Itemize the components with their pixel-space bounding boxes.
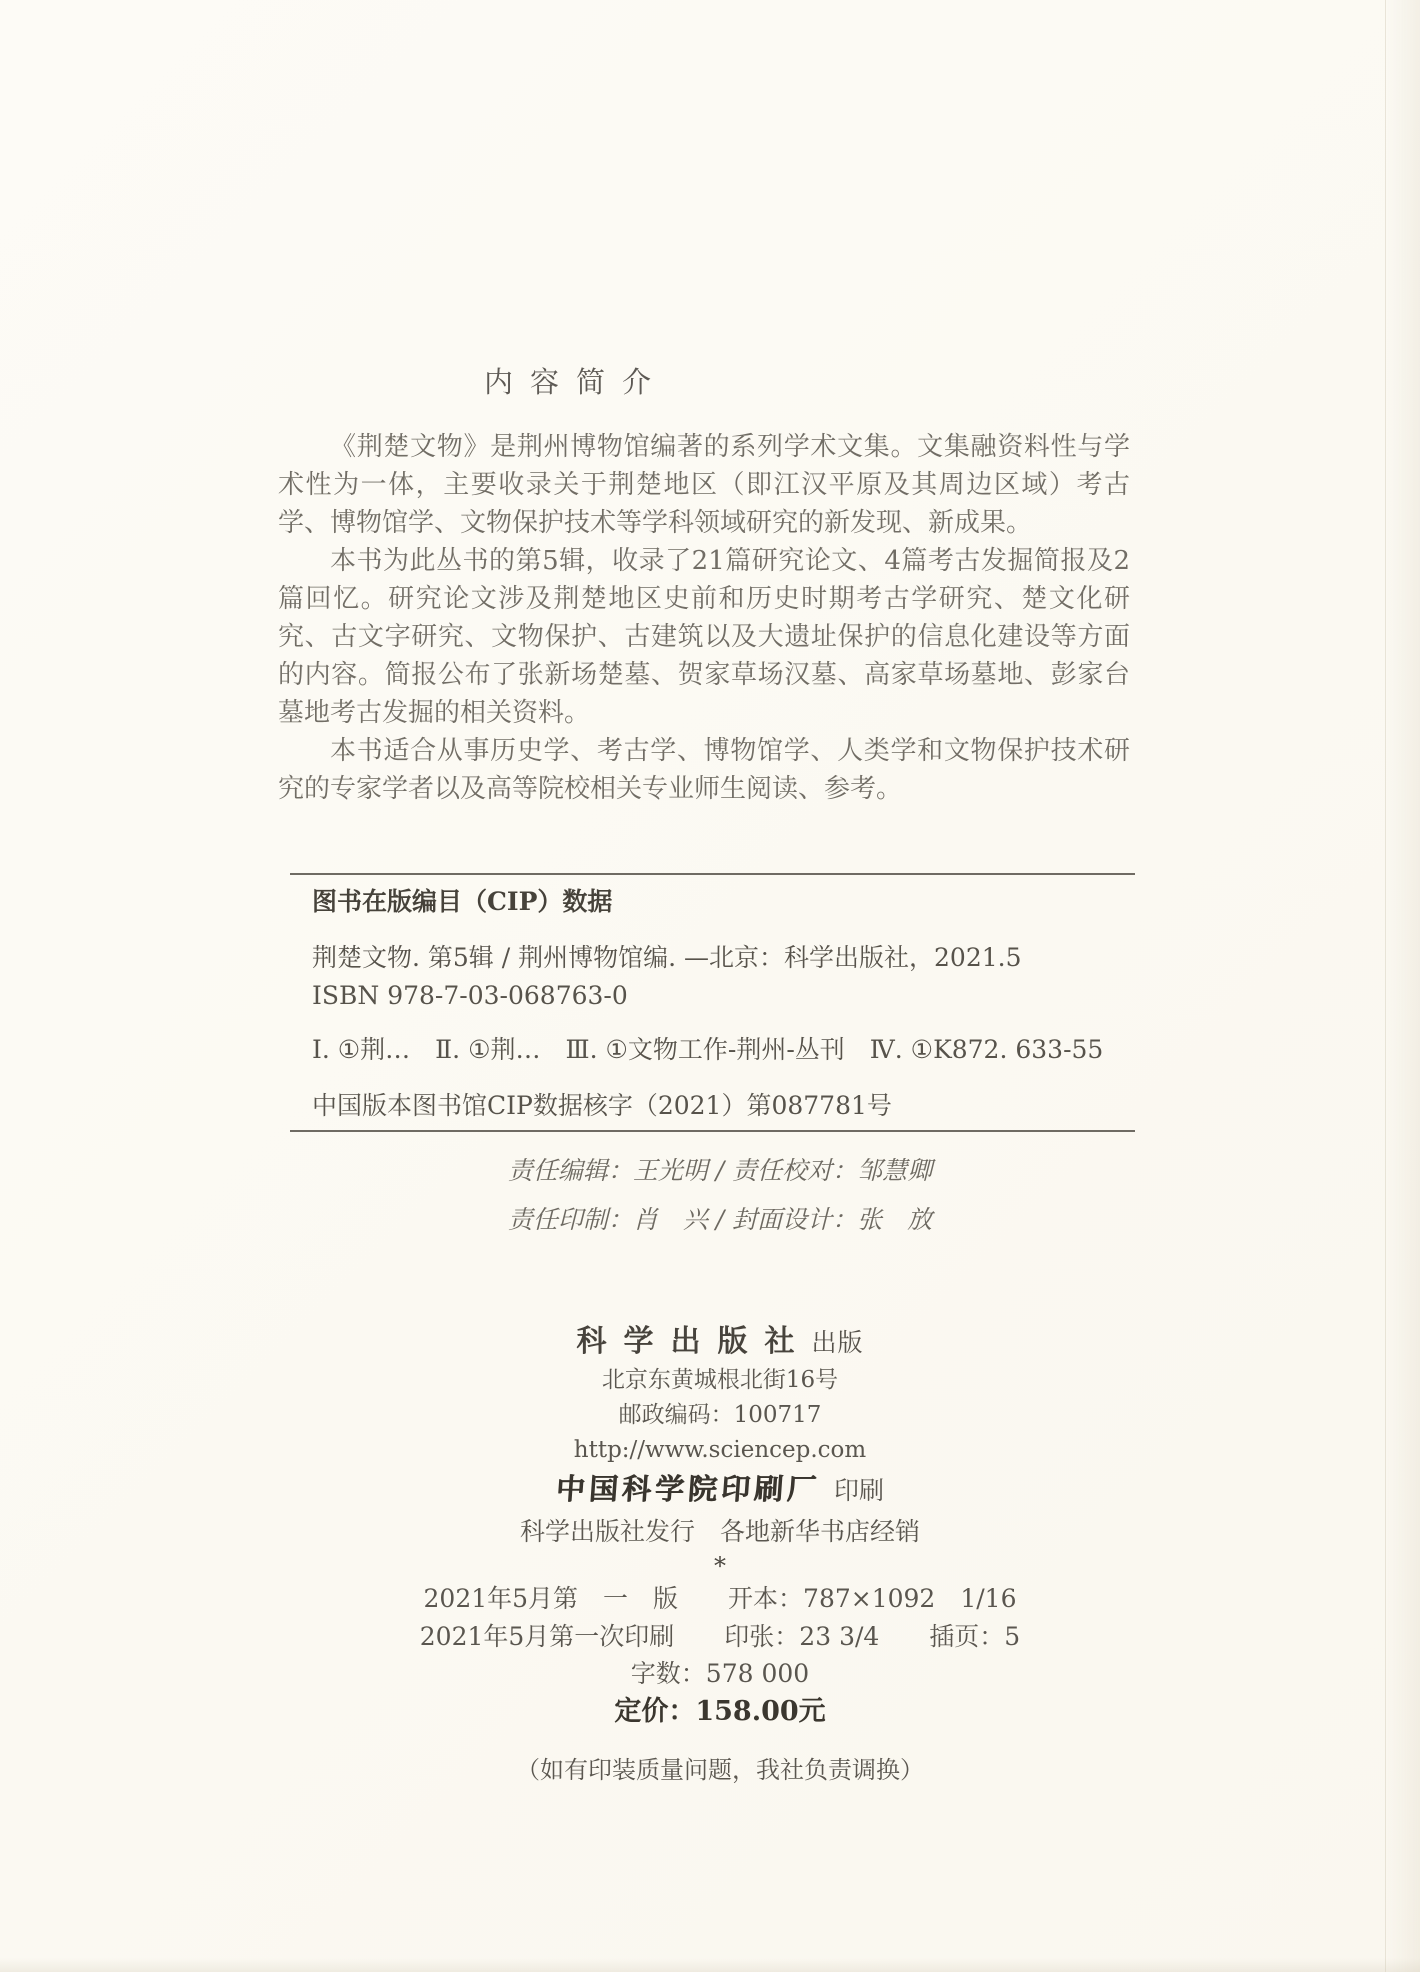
price-line: 定价：158.00元 bbox=[614, 1696, 826, 1727]
intro-paragraph-1: 《荆楚文物》是荆州博物馆编著的系列学术文集。文集融资料性与学术性为一体，主要收录关于荆楚地区（即江汉平原及其周边区域）考古学、博物馆学、文物保护技术等学科领域研究的新发现、新成果。 bbox=[278, 432, 1130, 538]
content-summary-body bbox=[278, 428, 1130, 808]
printer-role: 印刷 bbox=[834, 1476, 885, 1505]
page-scan-edge-bottom bbox=[0, 1958, 1420, 1972]
cip-classification: Ⅰ. ①荆… Ⅱ. ①荆… Ⅲ. ①文物工作-荆州-丛刊 Ⅳ. ①K872. 633-55 bbox=[312, 1035, 1104, 1064]
intro-paragraph-3: 本书适合从事历史学、考古学、博物馆学、人类学和文物保护技术研究的专家学者以及高等院校相关专业师生阅读、参考。 bbox=[278, 736, 1130, 804]
page-scan-edge bbox=[1385, 0, 1420, 1972]
publisher-logo: 科学出版社 bbox=[576, 1324, 812, 1359]
staff-printing-line: 责任印制：肖 兴 / 封面设计：张 放 bbox=[507, 1205, 933, 1234]
publisher-line bbox=[290, 1322, 1150, 1363]
word-count-line: 字数：578 000 bbox=[630, 1659, 810, 1688]
publisher-role: 出版 bbox=[811, 1328, 864, 1357]
publisher-website: http://www.sciencep.com bbox=[573, 1437, 867, 1463]
distribution-line: 科学出版社发行 各地新华书店经销 bbox=[519, 1517, 920, 1546]
printer-logo: 中国科学院印刷厂 bbox=[554, 1472, 822, 1506]
cip-heading: 图书在版编目（CIP）数据 bbox=[312, 887, 613, 916]
printing-run-line: 2021年5月第一次印刷 印张：23 3/4 插页：5 bbox=[419, 1622, 1021, 1651]
cip-description: 荆楚文物. 第5辑 / 荆州博物馆编. —北京：科学出版社，2021.5 bbox=[312, 943, 1022, 972]
publisher-postcode: 邮政编码：100717 bbox=[618, 1402, 822, 1428]
cip-registry-number: 中国版本图书馆CIP数据核字（2021）第087781号 bbox=[312, 1091, 892, 1120]
intro-paragraph-2: 本书为此丛书的第5辑，收录了21篇研究论文、4篇考古发掘简报及2篇回忆。研究论文涉及荆楚地区史前和历史时期考古学研究、楚文化研究、古文字研究、文物保护、古建筑以及大遗址保护的信息化建设等方面的内容。简报公布了张新场楚墓、贺家草场汉墓、高家草场墓地、彭家台墓地考古发掘的相关资料。 bbox=[278, 546, 1130, 728]
cip-isbn: ISBN 978-7-03-068763-0 bbox=[312, 981, 628, 1010]
printer-line bbox=[290, 1468, 1150, 1512]
staff-credits bbox=[290, 1146, 1150, 1244]
content-summary-title: 内容简介 bbox=[483, 365, 668, 399]
staff-editors-line: 责任编辑：王光明 / 责任校对：邹慧卿 bbox=[507, 1156, 933, 1185]
separator-star: * bbox=[714, 1552, 726, 1580]
cip-data-box bbox=[290, 873, 1135, 1132]
publisher-address: 北京东黄城根北街16号 bbox=[601, 1367, 839, 1393]
colophon bbox=[290, 1322, 1150, 1790]
exchange-note: （如有印装质量问题，我社负责调换） bbox=[516, 1756, 924, 1784]
edition-line: 2021年5月第 一 版 开本：787×1092 1/16 bbox=[423, 1584, 1017, 1613]
